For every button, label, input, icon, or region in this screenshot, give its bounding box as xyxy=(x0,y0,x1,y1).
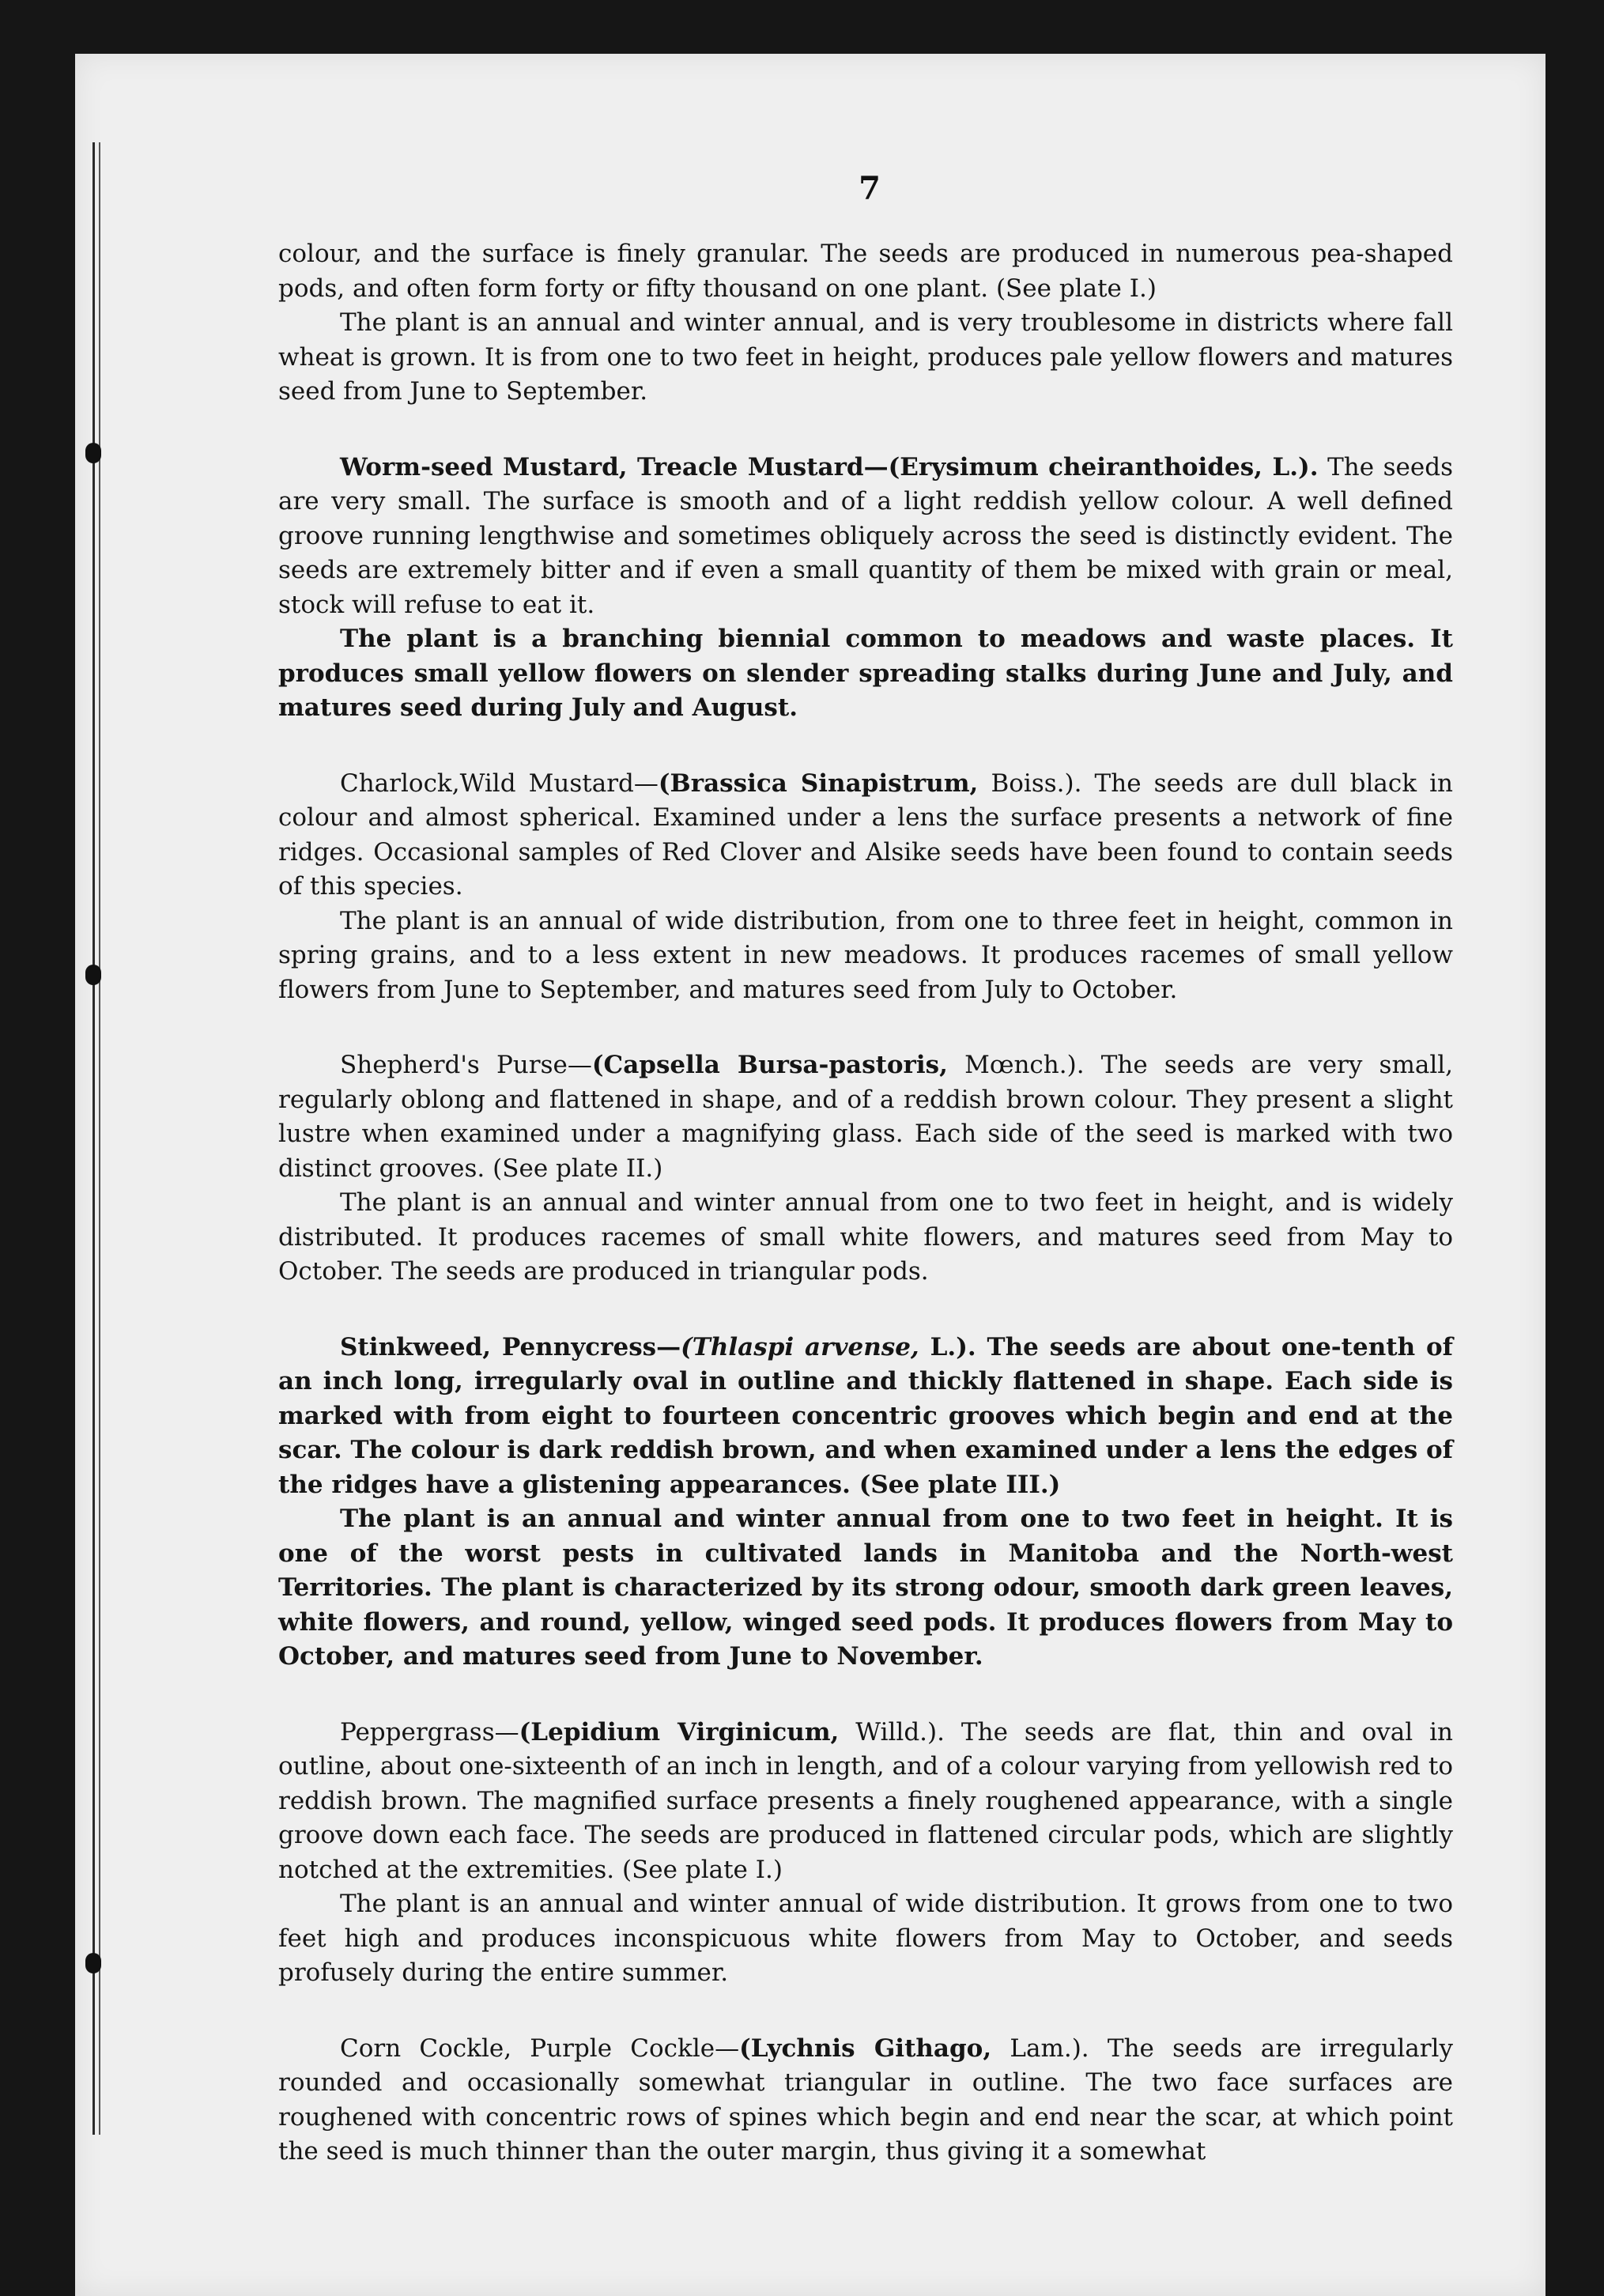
entry-charlock xyxy=(278,767,1453,1008)
paragraph: The plant is a branching biennial common to meadows and waste places. It produces small yellow flowers on slender spreading stalks during June and July, and matures seed during July and August. xyxy=(278,625,1453,722)
entry-description xyxy=(278,451,1453,623)
paragraph: The plant is an annual and winter annual of wide distribution. It grows from one to two feet high and produces inconspicuous white flowers from May to October, and seeds profusely during the entire summer. xyxy=(278,1890,1453,1987)
scientific-name: (Capsella Bursa-pastoris, xyxy=(591,1051,948,1079)
binding-hole xyxy=(85,1953,101,1973)
authority: L.). xyxy=(919,1332,976,1361)
paragraph: The plant is an annual and winter annual from one to two feet in height, and is widely distributed. It produces racemes of small white flowers, and matures seed from May to October. The seeds are produced in triangular pods. xyxy=(278,1188,1453,1286)
binding-hole xyxy=(85,443,101,463)
paragraph: The plant is an annual and winter annual, and is very troublesome in districts where fall wheat is grown. It is from one to two feet in height, produces pale yellow flowers and matures seed from June to September. xyxy=(278,308,1453,406)
description-text: The seeds are very small, regularly oblong and flattened in shape, and of a reddish brown colour. They present a slight lustre when examined under a magnifying glass. Each side of the seed is marked with two distinct grooves. (See plate II.) xyxy=(278,1051,1453,1183)
entry-description xyxy=(278,1716,1453,1888)
entry-description xyxy=(278,767,1453,904)
description-text: The seeds are irregularly rounded and occasionally somewhat triangular in outline. The two face surfaces are roughened with concentric rows of spines which begin and end near the scar, at which point the seed is much thinner than the outer margin, thus giving it a somewhat xyxy=(278,2034,1453,2166)
description-text: The seeds are dull black in colour and almost spherical. Examined under a lens the surface presents a network of fine ridges. Occasional samples of Red Clover and Alsike seeds have been found to contain seeds of this species. xyxy=(278,768,1453,901)
authority: Willd.). xyxy=(839,1717,945,1747)
description-text: The seeds are flat, thin and oval in outline, about one-sixteenth of an inch in length, and of a colour varying from yellowish red to reddish brown. The magnified surface presents a finely roughened appearance, with a single groove down each face. The seeds are produced in flattened circular pods, which are slightly notched at the extremities. (See plate I.) xyxy=(278,1717,1453,1884)
entry-description xyxy=(278,1048,1453,1186)
common-name: Worm-seed Mustard, Treacle Mustard— xyxy=(340,452,889,481)
authority: L.). xyxy=(1262,452,1319,481)
description-text: The seeds are very small. The surface is smooth and of a light reddish yellow colour. A well defined groove running lengthwise and sometimes obliquely across the seed is distinctly evident. The seeds are extremely bitter and if even a small quantity of them be mixed with grain or meal, stock will refuse to eat it. xyxy=(278,452,1453,619)
authority: Boiss.). xyxy=(978,768,1082,798)
description-text: The seeds are about one-tenth of an inch long, irregularly oval in outline and thickly flattened in shape. Each side is marked with from eight to fourteen concentric grooves which begin and end at the scar. The colour is dark reddish brown, and when examined under a lens the edges of the ridges have a glistening appearances. (See plate III.) xyxy=(278,1332,1454,1499)
binding-margin xyxy=(83,142,105,2135)
scientific-name: (Lychnis Githago, xyxy=(739,2034,992,2063)
entry-peppergrass xyxy=(278,1716,1453,1991)
page-body xyxy=(278,237,1453,2169)
paragraph: The plant is an annual of wide distribution, from one to three feet in height, common in spring grains, and to a less extent in new meadows. It produces racemes of small yellow flowers from June to September, and matures seed from July to October. xyxy=(278,906,1453,1004)
scientific-name: (Erysimum cheiranthoides, xyxy=(888,452,1262,481)
common-name: Corn Cockle, Purple Cockle— xyxy=(340,2034,740,2063)
scientific-name: (Brassica Sinapistrum, xyxy=(658,768,979,798)
entry-corn-cockle xyxy=(278,2032,1453,2169)
entry-description xyxy=(278,2032,1453,2169)
entry-description xyxy=(278,1331,1453,1503)
entry-worm-seed-mustard xyxy=(278,451,1453,726)
paragraph: colour, and the surface is finely granular. The seeds are produced in numerous pea-shaped pods, and often form forty or fifty thousand on one plant. (See plate I.) xyxy=(278,240,1453,303)
paragraph: The plant is an annual and winter annual from one to two feet in height. It is one of the worst pests in cultivated lands in Manitoba and the North-west Territories. The plant is characterized by its strong odour, smooth dark green leaves, white flowers, and round, yellow, winged seed pods. It produces flowers from May to October, and matures seed from June to November. xyxy=(278,1505,1453,1671)
common-name: Peppergrass— xyxy=(340,1717,519,1747)
scientific-name: (Lepidium Virginicum, xyxy=(519,1717,840,1747)
entry-shepherds-purse xyxy=(278,1048,1453,1290)
scientific-name: (Thlaspi arvense, xyxy=(681,1332,919,1361)
binding-line xyxy=(92,142,95,2135)
common-name: Charlock,Wild Mustard— xyxy=(340,768,659,798)
authority: Mœnch.). xyxy=(947,1051,1085,1079)
binding-line-inner xyxy=(99,142,100,2135)
authority: Lam.). xyxy=(991,2034,1089,2063)
common-name: Stinkweed, Pennycress— xyxy=(340,1332,681,1361)
common-name: Shepherd's Purse— xyxy=(340,1051,592,1079)
page-number: 7 xyxy=(859,170,881,207)
entry-continued xyxy=(278,237,1453,410)
entry-stinkweed xyxy=(278,1331,1453,1675)
binding-hole xyxy=(85,965,101,985)
